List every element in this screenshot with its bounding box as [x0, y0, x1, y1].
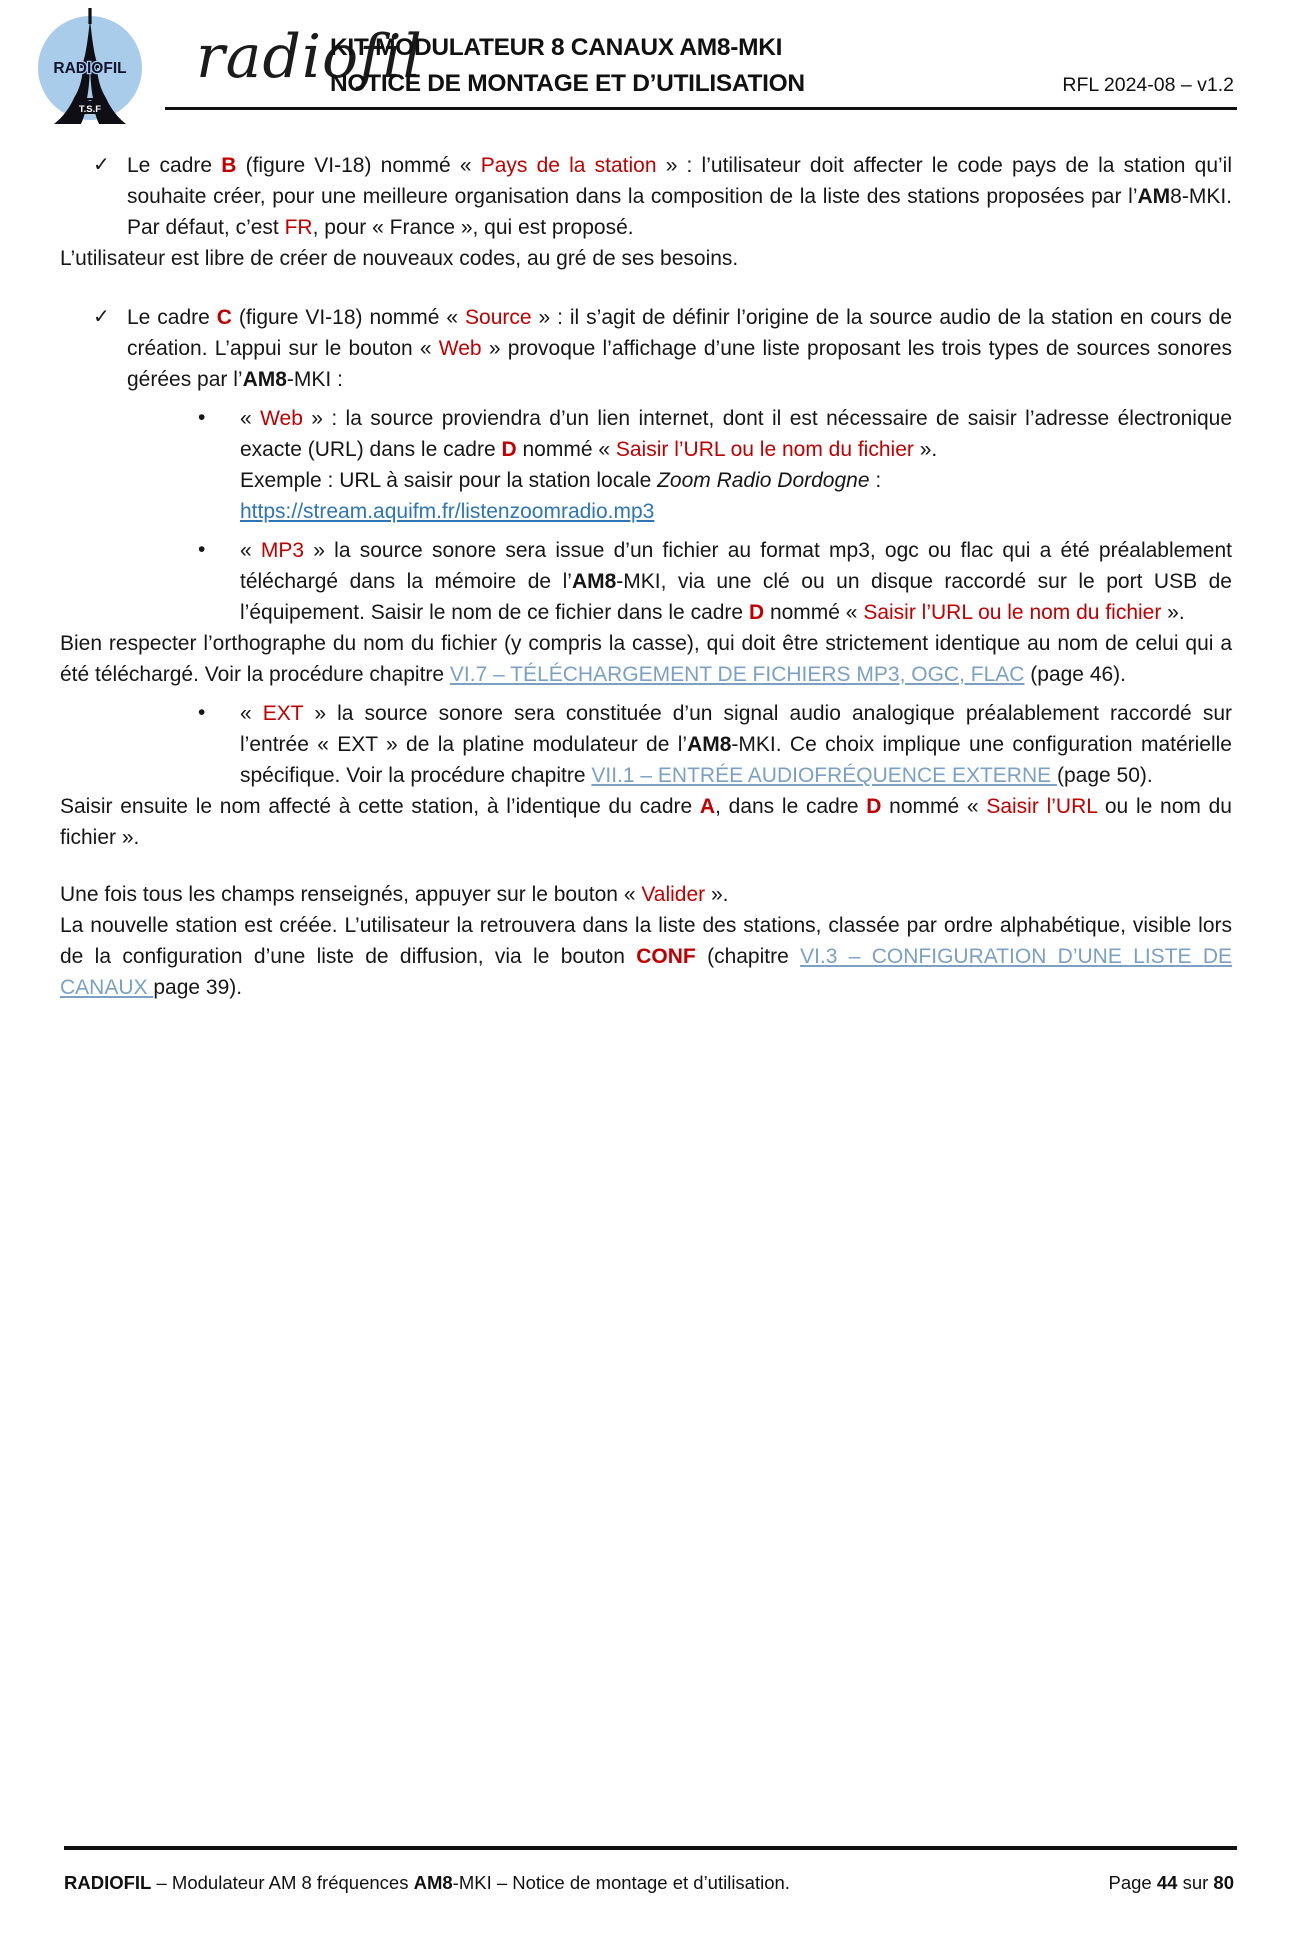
para-codes-note [60, 243, 1232, 274]
text-run: Une fois tous les champs renseignés, appuyer sur le bouton « [60, 883, 642, 906]
bullet-frame-b [60, 150, 1232, 243]
text-run: ou le nom du fichier ». [60, 795, 1232, 849]
text-run: D [866, 795, 882, 818]
text-run: B [221, 154, 237, 177]
title-line-2: NOTICE DE MONTAGE ET D’UTILISATION [330, 70, 805, 97]
text-run: (page 50). [1056, 764, 1153, 787]
text-run: » la source sonore sera issue d’un fichier au format mp3, ogc ou flac qui a été préalablement téléchargé dans la mémoire de l’ [240, 539, 1232, 593]
text-run: AM8 [242, 368, 287, 391]
text-run: (figure VI-18) nommé « [231, 306, 466, 329]
text-run: » : la source proviendra d’un lien internet, dont il est nécessaire de saisir l’adresse électronique exacte (URL) dans le cadre [240, 407, 1233, 461]
text-run: – Modulateur AM 8 fréquences [151, 1872, 414, 1893]
dot-bullet-icon: • [198, 701, 206, 724]
text-run: Web [260, 407, 303, 430]
para-filename-note [60, 628, 1232, 690]
text-run: « [240, 407, 261, 430]
text-run: , pour « France », qui est proposé. [312, 216, 634, 239]
text-run: Bien respecter l’orthographe du nom du fichier (y compris la casse), qui doit être strictement identique au nom de celui qui a été téléchargé. Voir la procédure chapitre [60, 632, 1232, 686]
text-run: ». [913, 438, 938, 461]
text-run: Valider [641, 883, 706, 906]
text-run: (figure VI-18) nommé « [236, 154, 481, 177]
text-run: nommé « [881, 795, 987, 818]
paragraph-text [240, 702, 1232, 787]
para-station-created [60, 910, 1232, 1003]
text-run: 80 [1213, 1872, 1234, 1893]
text-run: » la source sonore sera constituée d’un signal audio analogique préalablement raccordé sur l’entrée « EXT » de la platine modulateur de l’ [240, 702, 1233, 756]
paragraph-text [60, 914, 1232, 999]
paragraph-text [127, 306, 1232, 391]
document-title [330, 30, 805, 102]
text-run: AM [1137, 185, 1171, 208]
text-run: -MKI : [286, 368, 343, 391]
paragraph-text [240, 407, 1232, 523]
text-run: AM8 [413, 1872, 453, 1893]
sub-bullet-web [60, 403, 1232, 527]
text-run: A [699, 795, 716, 818]
text-run: Saisir l’URL ou le nom du fichier [615, 438, 914, 461]
chapter-link-vi7[interactable]: VI.7 – TÉLÉCHARGEMENT DE FICHIERS MP3, OGC, FLAC [449, 663, 1025, 686]
text-run: Le cadre [127, 154, 222, 177]
text-run: sur [1177, 1872, 1214, 1893]
paragraph-text [240, 539, 1232, 624]
bullet-frame-c [60, 302, 1232, 395]
text-run: -MKI. Ce choix implique une configuration matérielle spécifique. Voir la procédure chapitre [240, 733, 1232, 787]
text-run: 44 [1156, 1872, 1178, 1893]
text-run: Saisir l’URL [986, 795, 1098, 818]
para-enter-name [60, 791, 1232, 853]
checkmark-bullet-icon: ✓ [93, 154, 110, 176]
text-run: Exemple : URL à saisir pour la station locale [240, 469, 658, 492]
text-run: AM8 [571, 570, 617, 593]
text-run: Zoom Radio Dordogne [657, 469, 870, 492]
radiofil-logo [28, 4, 154, 136]
text-run: , dans le cadre [715, 795, 867, 818]
text-run: » provoque l’affichage d’une liste proposant les trois types de sources sonores gérées par l’ [127, 337, 1232, 391]
paragraph-text [60, 883, 729, 906]
footer-divider [64, 1846, 1237, 1850]
text-run: D [748, 601, 765, 624]
text-run: Pays de la station [480, 154, 657, 177]
text-run: 8-MKI. Par défaut, c’est [127, 185, 1232, 239]
text-run: C [216, 306, 232, 329]
text-run: La nouvelle station est créée. L’utilisateur la retrouvera dans la liste des stations, classée par ordre alphabétique, visible lors de la configuration d’une liste de diffusion, via le bouton [60, 914, 1232, 968]
text-run: Page [1108, 1872, 1157, 1893]
dot-bullet-icon: • [198, 538, 206, 561]
header-divider [165, 107, 1237, 110]
text-run: page 39). [153, 976, 243, 999]
logo-subtext: T.S.F [78, 104, 102, 115]
paragraph-text [60, 247, 738, 270]
text-run: Le cadre [127, 306, 217, 329]
text-run: D [501, 438, 517, 461]
text-run: « [240, 702, 263, 725]
dot-bullet-icon: • [198, 406, 206, 429]
checkmark-bullet-icon: ✓ [93, 306, 110, 328]
text-run: RADIOFIL [64, 1872, 152, 1893]
chapter-link-vii1[interactable]: VII.1 – ENTRÉE AUDIOFRÉQUENCE EXTERNE [591, 764, 1057, 787]
text-run: ». [1161, 601, 1185, 624]
document-body [60, 150, 1232, 1003]
text-run: L’utilisateur est libre de créer de nouveaux codes, au gré de ses besoins. [60, 247, 739, 270]
text-run: MP3 [260, 539, 305, 562]
footer-page-number [1109, 1872, 1235, 1894]
text-run: EXT [262, 702, 304, 725]
paragraph-text [60, 795, 1232, 849]
text-run: Web [438, 337, 482, 360]
text-run: » : il s’agit de définir l’origine de la source audio de la station en cours de création. L’appui sur le bouton « [127, 306, 1233, 360]
text-run: CONF [636, 945, 696, 968]
document-version: RFL 2024-08 – v1.2 [1062, 74, 1234, 96]
para-validate [60, 879, 1232, 910]
text-run: : [869, 469, 882, 492]
text-run: -MKI, via une clé ou un disque raccordé sur le port USB de l’équipement. Saisir le nom de ce fichier dans le cadre [240, 570, 1232, 624]
text-run: Saisir l’URL ou le nom du fichier [863, 601, 1162, 624]
text-run: Saisir ensuite le nom affecté à cette station, à l’identique du cadre [60, 795, 700, 818]
text-run: » : l’utilisateur doit affecter le code pays de la station qu’il souhaite créer, pour une meilleure organisation dans la composition de la liste des stations proposées par l’ [127, 154, 1233, 208]
text-run: Source [465, 306, 532, 329]
text-run: ». [705, 883, 729, 906]
sub-bullet-mp3 [60, 535, 1232, 628]
text-run: nommé « [516, 438, 616, 461]
sub-bullet-ext [60, 698, 1232, 791]
stream-url-link[interactable]: https://stream.aquifm.fr/listenzoomradio.mp3 [240, 500, 655, 523]
page-footer [64, 1872, 1234, 1894]
title-line-1: KIT MODULATEUR 8 CANAUX AM8-MKI [330, 34, 783, 61]
paragraph-text [60, 632, 1232, 686]
paragraph-text [127, 154, 1232, 239]
text-run: nommé « [764, 601, 864, 624]
text-run: (chapitre [695, 945, 801, 968]
logo-text: RADIOFIL [53, 60, 127, 77]
text-run: FR [284, 216, 313, 239]
page-header [0, 0, 1292, 132]
text-run: (page 46). [1024, 663, 1127, 686]
text-run: -MKI – Notice de montage et d’utilisation. [452, 1872, 790, 1893]
footer-left-text [64, 1872, 790, 1894]
brand-wordmark: radiofil [196, 22, 423, 92]
text-run: « [240, 539, 261, 562]
text-run: AM8 [687, 733, 732, 756]
chapter-link-vi3[interactable]: VI.3 – CONFIGURATION D’UNE LISTE DE CANAUX [60, 945, 1232, 999]
